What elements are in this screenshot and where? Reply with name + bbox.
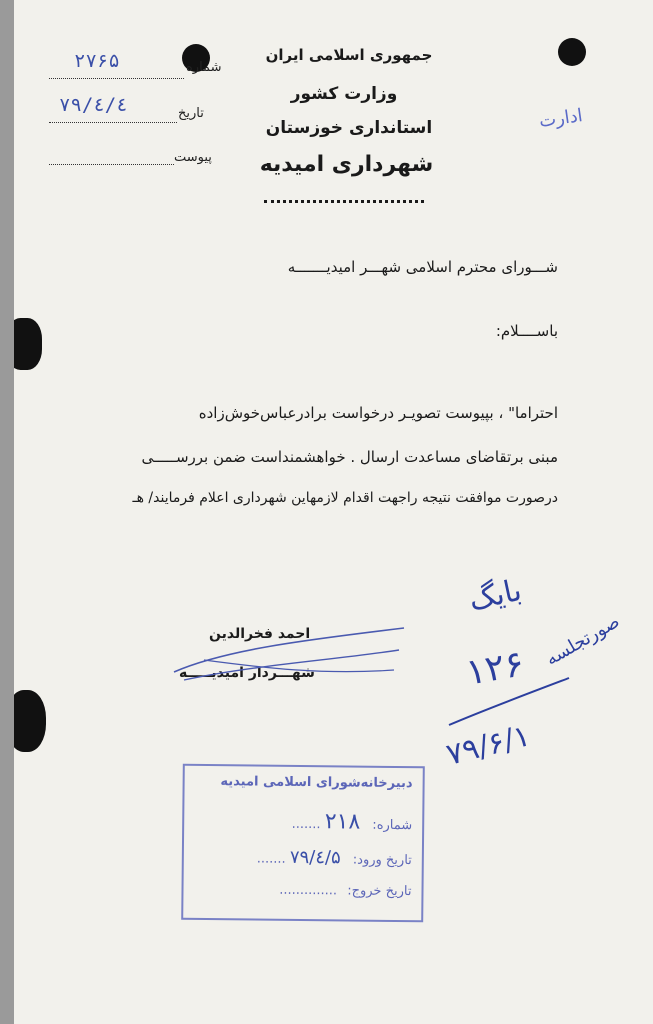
header-municipality: شهرداری امیدیه: [259, 152, 434, 177]
header-province: استانداری خوزستان: [265, 118, 433, 138]
stamp-exit-dots: ..............: [279, 882, 338, 899]
number-label: شماره: [186, 60, 222, 75]
greeting-line: باســــلام:: [495, 322, 558, 340]
handwritten-note-minutes: صورتجلسه: [542, 611, 624, 670]
handwritten-note-number: ۱۲۶: [462, 643, 528, 694]
handwritten-underline: [444, 670, 574, 730]
stamp-entry-row: [257, 847, 412, 870]
number-dotted-line: [49, 78, 184, 79]
date-dotted-line: [49, 122, 177, 123]
header-republic: جمهوری اسلامی ایران: [265, 46, 433, 64]
date-value: ۷۹/٤/٤: [59, 94, 128, 116]
stamp-entry-label: تاریخ ورود:: [352, 852, 412, 869]
stamp-number-value: ۲۱۸: [324, 809, 361, 835]
header-dotted-rule: [264, 200, 424, 203]
stamp-number-label: شماره:: [372, 817, 413, 834]
stamp-entry-dots: .......: [256, 851, 286, 867]
secretariat-stamp: [181, 764, 425, 923]
addressee-line: شـــورای محترم اسلامی شهـــر امیدیـــــــه: [287, 258, 558, 276]
handwritten-note-date: ۷۹/۶/۱: [443, 718, 534, 773]
stamp-title: دبیرخانه‌شورای اسلامی امیدیه: [220, 774, 413, 792]
attachment-label: پیوست: [174, 150, 212, 165]
letter-page: [14, 0, 653, 1024]
date-label: تاریخ: [178, 106, 204, 121]
punch-hole-left-middle: [14, 318, 42, 370]
stamp-number-dots: .......: [291, 816, 321, 833]
header-ministry: وزارت کشور: [290, 84, 398, 104]
punch-hole-top-right: [558, 38, 586, 66]
punch-hole-left-lower: [14, 690, 46, 752]
number-value: ۲۷۶۵: [74, 50, 120, 72]
stamp-exit-label: تاریخ خروج:: [347, 883, 412, 900]
stamp-entry-value: ۷۹/٤/۵: [289, 846, 341, 869]
signature-scribble: [164, 620, 414, 690]
handwritten-note-archive: بایگ: [465, 572, 525, 619]
body-line-1: احتراما" ، بپیوست تصویـر درخواست برادرعباس‌خوش‌زاده: [198, 404, 558, 422]
margin-note-handwritten: ادارت: [537, 105, 584, 132]
body-line-2: مبنی برتقاضای مساعدت ارسال . خواهشمنداست ضمن بررســـــی: [141, 448, 558, 466]
signature-title: شهـــردار امیدیـــــه: [179, 665, 315, 681]
attachment-dotted-line: [49, 164, 174, 165]
body-line-3: درصورت موافقت نتیجه راجهت اقدام لازمهاین شهرداری اعلام فرمایند/ هـ: [132, 490, 558, 506]
signature-name: احمد فخرالدین: [209, 626, 311, 642]
stamp-number-row: [292, 809, 413, 835]
stamp-exit-row: [279, 883, 411, 899]
